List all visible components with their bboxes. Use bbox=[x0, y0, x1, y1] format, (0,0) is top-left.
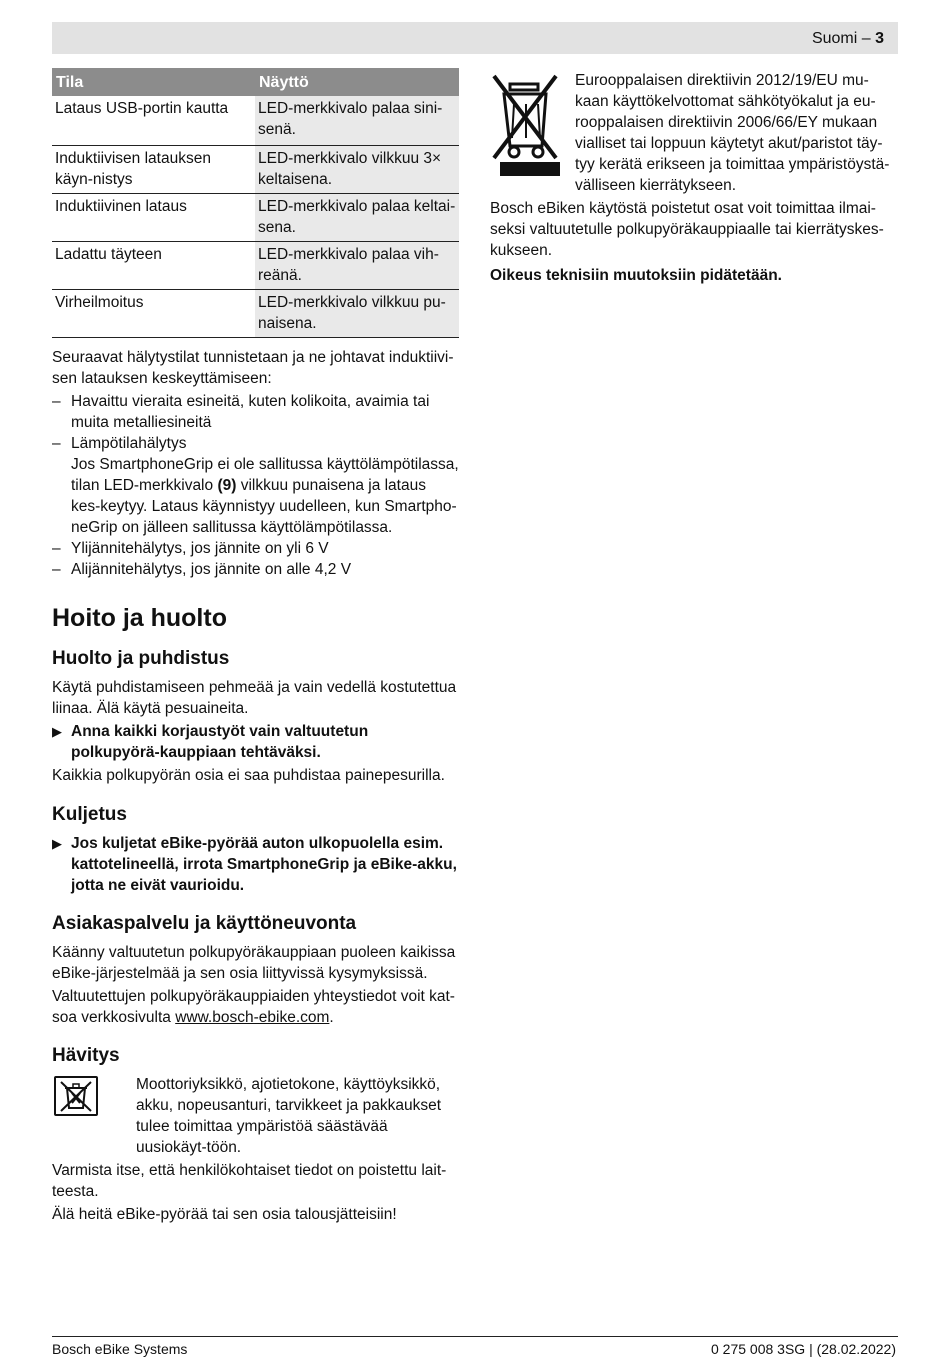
table-row bbox=[52, 241, 459, 289]
footer-divider bbox=[52, 1336, 898, 1337]
table-row bbox=[52, 193, 459, 241]
table-cell: LED-merkkivalo palaa vih-reänä. bbox=[255, 241, 459, 289]
list-item bbox=[52, 559, 459, 580]
header-section: Suomi – bbox=[811, 30, 871, 47]
list-item bbox=[52, 391, 459, 433]
recycling-bin-icon bbox=[54, 1076, 98, 1116]
table-cell: LED-merkkivalo palaa sini-senä. bbox=[255, 96, 459, 145]
heading-transport: Kuljetus bbox=[52, 803, 127, 825]
maintenance-text: Käytä puhdistamiseen pehmeää ja vain vedellä kostutettua liinaa. Älä käytä pesuaineita. bbox=[52, 678, 457, 717]
list-dash: – bbox=[52, 434, 61, 452]
arrow-bullet-icon: ▶ bbox=[52, 835, 62, 851]
weee-block bbox=[490, 70, 890, 196]
left-column bbox=[52, 68, 459, 1227]
table-cell: Ladattu täyteen bbox=[52, 241, 255, 289]
table-cell: LED-merkkivalo vilkkuu 3× keltaisena. bbox=[255, 145, 459, 193]
right-column bbox=[490, 70, 890, 288]
page-header bbox=[52, 22, 898, 54]
alarms-intro: Seuraavat hälytystilat tunnistetaan ja ne johtavat induktiivi-sen latauksen keskeyttämiseen: bbox=[52, 348, 454, 387]
table-cell: Lataus USB-portin kautta bbox=[52, 96, 255, 145]
return-text: Bosch eBiken käytöstä poistetut osat voit toimittaa ilmai-seksi valtuutetulle polkupyöräkauppiaalle tai kierrätyskes-kukseen. bbox=[490, 200, 884, 259]
footer-doc-number: 0 275 008 3SG | (28.02.2022) bbox=[711, 1341, 896, 1357]
recycling-bin-icon-graphic bbox=[56, 1078, 96, 1114]
table-header-row bbox=[52, 68, 459, 96]
list-item-text: Ylijännitehälytys, jos jännite on yli 6 V bbox=[71, 539, 329, 557]
column-header-state: Tila bbox=[52, 68, 255, 96]
header-label bbox=[812, 28, 884, 49]
list-dash: – bbox=[52, 539, 61, 557]
heading-service: Asiakaspalvelu ja käyttöneuvonta bbox=[52, 912, 357, 934]
disposal-text-2: Varmista itse, että henkilökohtaiset tiedot on poistettu lait-teesta. bbox=[52, 1161, 447, 1200]
service-contact-end: . bbox=[329, 1008, 334, 1026]
disposal-text: Moottoriyksikkö, ajotietokone, käyttöyksikkö, akku, nopeusanturi, tarvikkeet ja pakkaukset tulee toimittaa ympäristöä säästävää uusiokäyt-töön. bbox=[136, 1075, 442, 1156]
list-dash: – bbox=[52, 560, 61, 578]
temp-detail-text: Jos SmartphoneGrip ei ole sallitussa käyttölämpötilassa, tilan LED-merkkivalo bbox=[71, 455, 459, 494]
crossed-out-bin-icon bbox=[490, 70, 562, 180]
status-table bbox=[52, 68, 459, 338]
changes-notice: Oikeus teknisiin muutoksiin pidätetään. bbox=[490, 267, 782, 284]
list-item-text: Havaittu vieraita esineitä, kuten kolikoita, avaimia tai muita metalliesineitä bbox=[71, 392, 430, 431]
arrow-bullet-icon: ▶ bbox=[52, 723, 62, 739]
service-text: Käänny valtuutetun polkupyöräkauppiaan puoleen kaikissa eBike-järjestelmää ja sen osia liittyvissä kysymyksissä. bbox=[52, 943, 456, 982]
list-item-text: Alijännitehälytys, jos jännite on alle 4,2 V bbox=[71, 560, 352, 578]
heading-maintenance: Huolto ja puhdistus bbox=[52, 647, 230, 669]
list-item-text: Lämpötilahälytys bbox=[71, 434, 187, 452]
transport-warning bbox=[52, 833, 459, 896]
list-item bbox=[52, 538, 459, 559]
table-cell: Virheilmoitus bbox=[52, 289, 255, 337]
warning-text: Jos kuljetat eBike-pyörää auton ulkopuolella esim. kattotelineellä, irrota SmartphoneGrip ja eBike-akku, jotta ne eivät vaurioidu. bbox=[71, 834, 457, 894]
table-cell: Induktiivisen latauksen käyn-nistys bbox=[52, 145, 255, 193]
maintenance-note: Kaikkia polkupyörän osia ei saa puhdistaa painepesurilla. bbox=[52, 766, 445, 784]
footer-company: Bosch eBike Systems bbox=[52, 1341, 188, 1357]
warning-text: Anna kaikki korjaustyöt vain valtuutetun polkupyörä-kauppiaan tehtäväksi. bbox=[71, 722, 369, 761]
list-item bbox=[52, 433, 459, 538]
heading-disposal: Hävitys bbox=[52, 1044, 120, 1066]
led-reference: (9) bbox=[217, 476, 237, 494]
service-contact-text: Valtuutettujen polkupyöräkauppiaiden yhteystiedot voit kat-soa verkkosivulta bbox=[52, 987, 455, 1026]
service-contact bbox=[52, 986, 459, 1028]
alarms-list bbox=[52, 391, 459, 580]
column-header-display: Näyttö bbox=[255, 68, 459, 96]
table-row bbox=[52, 96, 459, 145]
table-row bbox=[52, 145, 459, 193]
disposal-block bbox=[52, 1074, 459, 1158]
table-cell: LED-merkkivalo vilkkuu pu-naisena. bbox=[255, 289, 459, 337]
weee-text: Eurooppalaisen direktiivin 2012/19/EU mu-kaan käyttökelvottomat sähkötyökalut ja eu-rooppalaisen direktiivin 2006/66/EY mukaan vialliset tai loppuun käytetyt akut/paristot täy-tyy kerätä erikseen ja toimittaa ympäristöystä-välliseen kierrätykseen. bbox=[575, 72, 890, 194]
disposal-text-3: Älä heitä eBike-pyörää tai sen osia talousjätteisiin! bbox=[52, 1205, 397, 1223]
list-dash: – bbox=[52, 392, 61, 410]
website-link[interactable]: www.bosch-ebike.com bbox=[175, 1008, 330, 1026]
table-cell: Induktiivinen lataus bbox=[52, 193, 255, 241]
crossed-out-bin-graphic bbox=[490, 70, 562, 180]
maintenance-warning bbox=[52, 721, 459, 763]
table-row bbox=[52, 289, 459, 337]
temp-detail-text-end: vilkkuu punaisena ja lataus kes-keytyy. Lataus käynnistyy uudelleen, kun Smartpho-neGrip on jälleen sallitussa käyttölämpötilassa. bbox=[71, 476, 457, 536]
page-number: 3 bbox=[875, 30, 884, 47]
section-heading-care: Hoito ja huolto bbox=[52, 603, 227, 632]
table-cell: LED-merkkivalo palaa keltai-sena. bbox=[255, 193, 459, 241]
